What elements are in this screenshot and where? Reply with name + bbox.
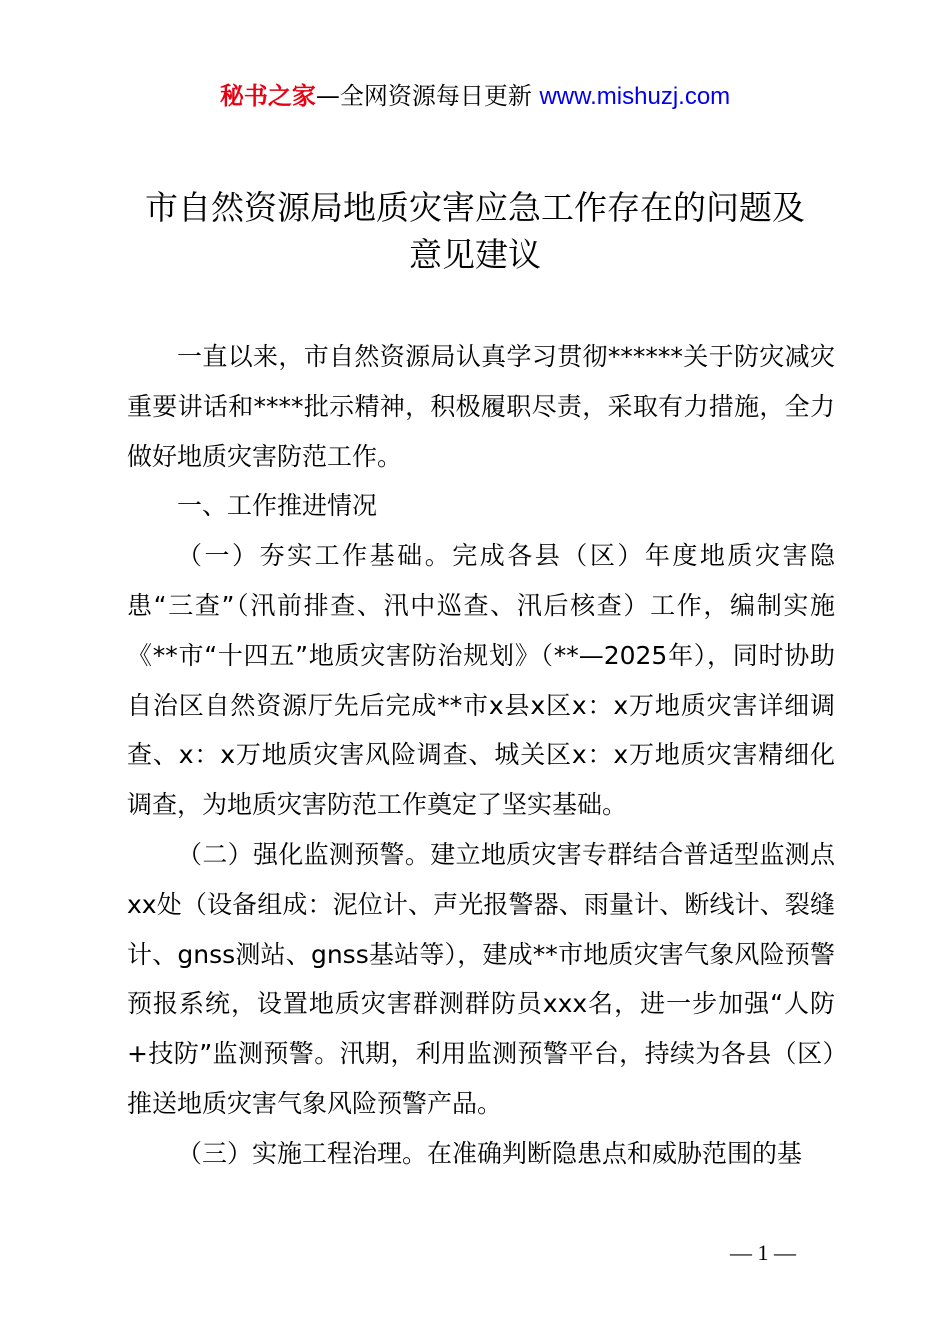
site-brand: 秘书之家 bbox=[219, 82, 316, 110]
site-banner bbox=[0, 78, 950, 115]
document-body bbox=[127, 332, 835, 1179]
site-tagline: —全网资源每日更新 bbox=[315, 82, 540, 110]
body-paragraph: （一）夯实工作基础。完成各县（区）年度地质灾害隐患“三查”（汛前排查、汛中巡查、汛后核查）工作，编制实施《**市“十四五”地质灾害防治规划》（**—2025年），同时协助自治区自然资源厅先后完成**市x县x区x：x万地质灾害详细调查、x：x万地质灾害风险调查、城关区x：x万地质灾害精细化调查，为地质灾害防范工作奠定了坚实基础。 bbox=[127, 541, 835, 820]
document-title-line-2: 意见建议 bbox=[409, 235, 541, 274]
document-title-line-1: 市自然资源局地质灾害应急工作存在的问题及 bbox=[145, 188, 805, 227]
body-paragraph: （二）强化监测预警。建立地质灾害专群结合普适型监测点xx处（设备组成：泥位计、声光报警器、雨量计、断线计、裂缝计、gnss测站、gnss基站等），建成**市地质灾害气象风险预警预报系统，设置地质灾害群测群防员xxx名，进一步加强“人防+技防”监测预警。汛期，利用监测预警平台，持续为各县（区）推送地质灾害气象风险预警产品。 bbox=[127, 839, 835, 1118]
intro-paragraph: 一直以来，市自然资源局认真学习贯彻******关于防灾减灾重要讲话和****批示精神，积极履职尽责，采取有力措施，全力做好地质灾害防范工作。 bbox=[127, 342, 835, 471]
document-title bbox=[120, 184, 830, 278]
page-number: — 1 — bbox=[730, 1240, 796, 1265]
section-heading: 一、工作推进情况 bbox=[177, 491, 378, 521]
site-url-link[interactable]: www.mishuzj.com bbox=[539, 83, 731, 110]
body-paragraph: （三）实施工程治理。在准确判断隐患点和威胁范围的基 bbox=[177, 1138, 803, 1168]
